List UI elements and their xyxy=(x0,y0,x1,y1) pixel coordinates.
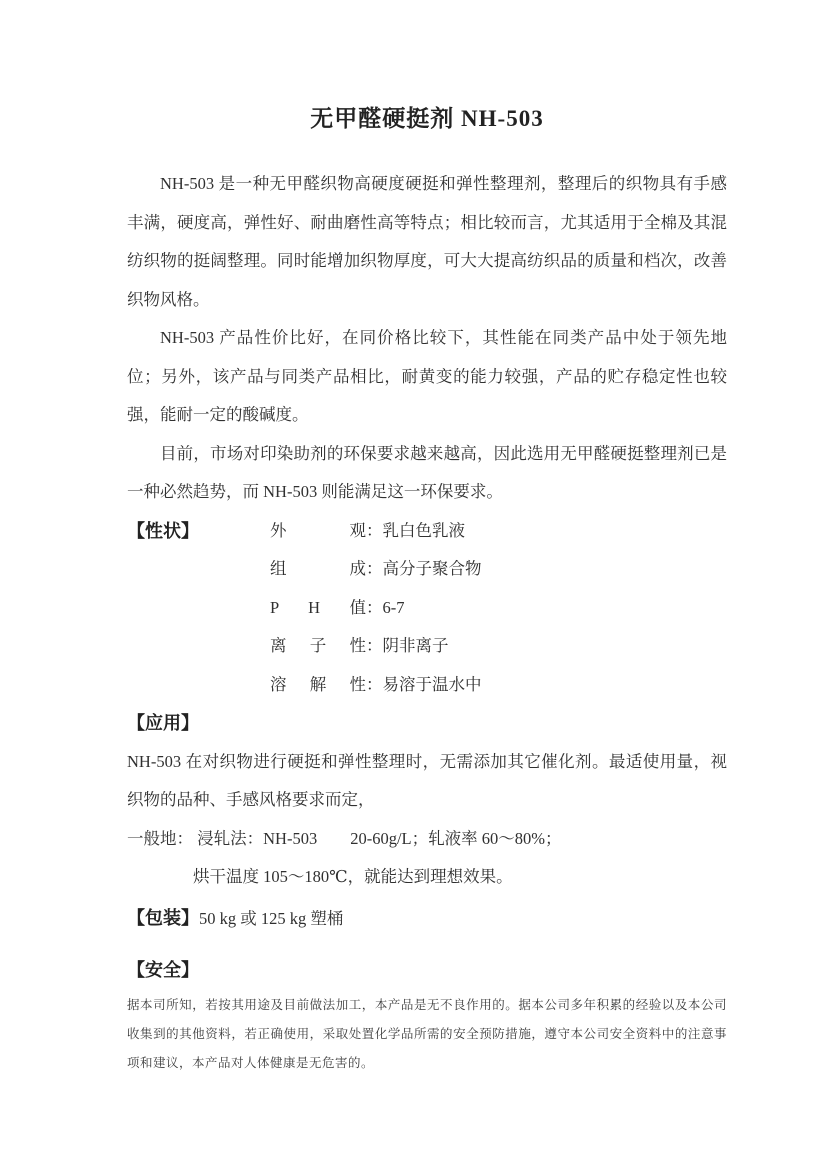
application-body: NH-503 在对织物进行硬挺和弹性整理时，无需添加其它催化剂。最适使用量，视织物的品种、手感风格要求而定， xyxy=(127,751,727,809)
application-section xyxy=(127,704,727,897)
property-row-composition xyxy=(270,550,727,589)
property-colon: ： xyxy=(366,636,383,655)
application-dosage-line: 一般地： 浸轧法：NH-503 20-60g/L；轧液率 60～80%； xyxy=(127,828,562,848)
property-row-appearance xyxy=(270,512,727,551)
safety-heading: 【安全】 xyxy=(127,960,199,980)
properties-heading: 【性状】 xyxy=(127,520,199,541)
intro-paragraph-1: NH-503 是一种无甲醛织物高硬度硬挺和弹性整理剂，整理后的织物具有手感丰满，硬度高，弹性好、耐曲磨性高等特点；相比较而言，尤其适用于全棉及其混纺织物的挺阔整理。同时能增加织物厚度，可大大提高纺织品的质量和档次，改善织物风格。 xyxy=(127,174,727,309)
safety-body: 据本司所知，若按其用途及目前做法加工，本产品是无不良作用的。据本公司多年积累的经验以及本公司收集到的其他资料，若正确使用，采取处置化学品所需的安全预防措施，遵守本公司安全资料中的注意事项和建议，本产品对人体健康是无危害的。 xyxy=(127,998,727,1070)
property-label: 溶 解 性 xyxy=(270,674,366,694)
property-value: 易溶于温水中 xyxy=(382,674,482,694)
property-colon: ： xyxy=(366,520,383,540)
packaging-section xyxy=(127,899,727,940)
safety-section xyxy=(127,955,727,1078)
properties-section xyxy=(127,512,727,705)
property-colon: ： xyxy=(366,674,383,694)
property-colon: ： xyxy=(366,559,383,578)
property-label: 外 观 xyxy=(270,520,366,540)
properties-list xyxy=(270,512,727,705)
intro-paragraph-3: 目前，市场对印染助剂的环保要求越来越高，因此选用无甲醛硬挺整理剂已是一种必然趋势，而 NH-503 则能满足这一环保要求。 xyxy=(127,443,727,501)
property-colon: ： xyxy=(366,597,383,617)
application-drying-line: 烘干温度 105～180℃，就能达到理想效果。 xyxy=(193,867,513,886)
document-title: 无甲醛硬挺剂 NH-503 xyxy=(310,106,544,131)
property-value: 乳白色乳液 xyxy=(382,520,465,540)
property-label: P H 值 xyxy=(270,597,366,617)
property-value: 高分子聚合物 xyxy=(382,559,482,578)
property-label: 离 子 性 xyxy=(270,636,366,655)
application-heading: 【应用】 xyxy=(127,713,199,733)
property-row-solubility xyxy=(270,666,727,705)
property-label: 组 成 xyxy=(270,559,366,578)
intro-paragraph-2: NH-503 产品性价比好，在同价格比较下，其性能在同类产品中处于领先地位；另外，该产品与同类产品相比，耐黄变的能力较强，产品的贮存稳定性也较强，能耐一定的酸碱度。 xyxy=(127,328,727,424)
packaging-heading: 【包装】 xyxy=(127,907,199,928)
property-value: 6-7 xyxy=(382,597,405,617)
property-value: 阴非离子 xyxy=(382,636,449,655)
property-row-ionicity xyxy=(270,627,727,666)
property-row-ph xyxy=(270,589,727,628)
packaging-text: 50 kg 或 125 kg 塑桶 xyxy=(199,908,344,928)
